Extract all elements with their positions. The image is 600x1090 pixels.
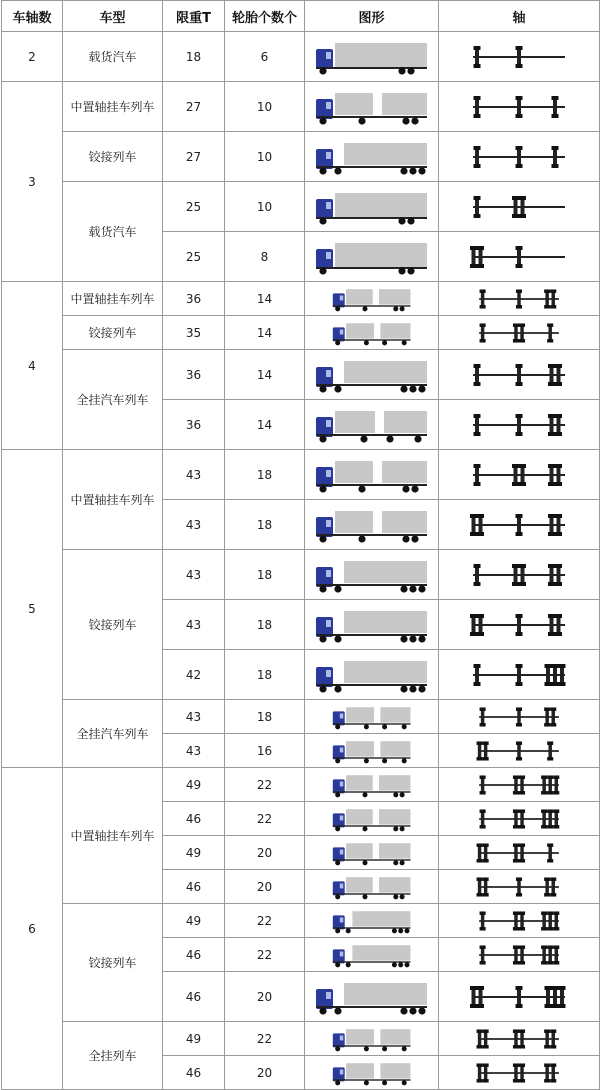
weight-limit-cell: 43 — [163, 700, 225, 734]
truck-cat-icon — [314, 771, 430, 799]
tire-count-cell: 22 — [225, 904, 305, 938]
truck-rigid-icon — [314, 37, 430, 77]
axle-diagram-cell — [439, 700, 600, 734]
vehicle-figure-cell — [305, 32, 439, 82]
axle-diagram-cell — [439, 836, 600, 870]
vehicle-figure-cell — [305, 316, 439, 350]
axle-diagram-cell — [439, 938, 600, 972]
vehicle-figure-cell — [305, 132, 439, 182]
weight-limit-cell: 49 — [163, 904, 225, 938]
table-row — [2, 350, 600, 400]
truck-cat-icon — [314, 505, 430, 545]
table-row — [2, 768, 600, 802]
weight-limit-cell: 46 — [163, 870, 225, 904]
axle-diagram-cell — [439, 734, 600, 768]
vehicle-figure-cell — [305, 802, 439, 836]
table-row — [2, 282, 600, 316]
axle-diagram-icon — [469, 610, 569, 640]
axle-diagram-cell — [439, 316, 600, 350]
table-row — [2, 32, 600, 82]
tire-count-cell: 18 — [225, 700, 305, 734]
axle-count-cell: 5 — [2, 450, 63, 768]
table-row — [2, 550, 600, 600]
axle-diagram-cell — [439, 768, 600, 802]
vehicle-figure-cell — [305, 700, 439, 734]
truck-rigid-icon — [314, 187, 430, 227]
vehicle-figure-cell — [305, 350, 439, 400]
vehicle-figure-cell — [305, 400, 439, 450]
weight-limit-cell: 25 — [163, 182, 225, 232]
truck-semi-icon — [314, 941, 430, 969]
truck-full-icon — [314, 405, 430, 445]
table-row — [2, 132, 600, 182]
vehicle-figure-cell — [305, 550, 439, 600]
tire-count-cell: 14 — [225, 350, 305, 400]
weight-limit-cell: 43 — [163, 550, 225, 600]
axle-diagram-cell — [439, 904, 600, 938]
vehicle-type-cell: 铰接列车 — [63, 132, 163, 182]
axle-diagram-icon — [469, 982, 569, 1012]
weight-limit-cell: 36 — [163, 282, 225, 316]
axle-diagram-icon — [469, 772, 569, 798]
tire-count-cell: 22 — [225, 768, 305, 802]
tire-count-cell: 6 — [225, 32, 305, 82]
truck-semi-icon — [314, 137, 430, 177]
axle-diagram-icon — [469, 410, 569, 440]
axle-limit-table — [1, 0, 600, 1090]
tire-count-cell: 16 — [225, 734, 305, 768]
axle-diagram-cell — [439, 802, 600, 836]
axle-diagram-cell — [439, 450, 600, 500]
table-row — [2, 82, 600, 132]
vehicle-type-cell: 中置轴挂车列车 — [63, 768, 163, 904]
axle-diagram-icon — [469, 460, 569, 490]
axle-diagram-icon — [469, 360, 569, 390]
weight-limit-cell: 43 — [163, 450, 225, 500]
vehicle-type-cell: 铰接列车 — [63, 316, 163, 350]
tire-count-cell: 22 — [225, 1022, 305, 1056]
weight-limit-cell: 46 — [163, 802, 225, 836]
axle-diagram-icon — [469, 286, 569, 312]
axle-count-cell: 2 — [2, 32, 63, 82]
tire-count-cell: 18 — [225, 500, 305, 550]
tire-count-cell: 10 — [225, 82, 305, 132]
truck-cat-icon — [314, 455, 430, 495]
tire-count-cell: 10 — [225, 182, 305, 232]
header-axle: 轴 — [439, 1, 600, 32]
axle-diagram-icon — [469, 92, 569, 122]
tire-count-cell: 10 — [225, 132, 305, 182]
axle-count-cell: 4 — [2, 282, 63, 450]
tire-count-cell: 20 — [225, 836, 305, 870]
weight-limit-cell: 35 — [163, 316, 225, 350]
axle-diagram-cell — [439, 650, 600, 700]
vehicle-figure-cell — [305, 836, 439, 870]
axle-diagram-cell — [439, 972, 600, 1022]
truck-cat-icon — [314, 285, 430, 313]
truck-rigid-icon — [314, 237, 430, 277]
truck-cat-icon — [314, 873, 430, 901]
axle-diagram-icon — [469, 42, 569, 72]
vehicle-type-cell: 中置轴挂车列车 — [63, 450, 163, 550]
axle-diagram-icon — [469, 660, 569, 690]
weight-limit-cell: 43 — [163, 734, 225, 768]
vehicle-type-cell: 中置轴挂车列车 — [63, 82, 163, 132]
axle-diagram-icon — [469, 840, 569, 866]
table-row — [2, 1022, 600, 1056]
vehicle-type-cell: 铰接列车 — [63, 904, 163, 1022]
axle-diagram-cell — [439, 232, 600, 282]
axle-diagram-icon — [469, 320, 569, 346]
tire-count-cell: 20 — [225, 870, 305, 904]
vehicle-type-cell: 中置轴挂车列车 — [63, 282, 163, 316]
axle-diagram-cell — [439, 400, 600, 450]
axle-count-cell: 3 — [2, 82, 63, 282]
axle-diagram-icon — [469, 1026, 569, 1052]
header-row — [2, 1, 600, 32]
tire-count-cell: 20 — [225, 1056, 305, 1090]
axle-diagram-cell — [439, 1022, 600, 1056]
truck-full-icon — [314, 1025, 430, 1053]
axle-count-cell: 6 — [2, 768, 63, 1090]
vehicle-type-cell: 铰接列车 — [63, 550, 163, 700]
truck-semi-icon — [314, 355, 430, 395]
truck-full-icon — [314, 737, 430, 765]
axle-diagram-icon — [469, 1060, 569, 1086]
axle-diagram-cell — [439, 182, 600, 232]
vehicle-figure-cell — [305, 768, 439, 802]
axle-diagram-cell — [439, 870, 600, 904]
header-vehicle-type: 车型 — [63, 1, 163, 32]
tire-count-cell: 18 — [225, 450, 305, 500]
weight-limit-cell: 18 — [163, 32, 225, 82]
vehicle-type-cell: 全挂汽车列车 — [63, 350, 163, 450]
truck-cat-icon — [314, 87, 430, 127]
weight-limit-cell: 25 — [163, 232, 225, 282]
header-weight-limit: 限重T — [163, 1, 225, 32]
vehicle-figure-cell — [305, 972, 439, 1022]
axle-diagram-icon — [469, 142, 569, 172]
table-row — [2, 700, 600, 734]
vehicle-figure-cell — [305, 734, 439, 768]
truck-semi-icon — [314, 655, 430, 695]
axle-diagram-icon — [469, 242, 569, 272]
weight-limit-cell: 27 — [163, 82, 225, 132]
axle-diagram-cell — [439, 132, 600, 182]
axle-diagram-cell — [439, 32, 600, 82]
vehicle-type-cell: 全挂列车 — [63, 1022, 163, 1090]
vehicle-figure-cell — [305, 1056, 439, 1090]
vehicle-figure-cell — [305, 1022, 439, 1056]
header-figure: 图形 — [305, 1, 439, 32]
tire-count-cell: 22 — [225, 802, 305, 836]
weight-limit-cell: 27 — [163, 132, 225, 182]
weight-limit-cell: 42 — [163, 650, 225, 700]
tire-count-cell: 18 — [225, 650, 305, 700]
vehicle-type-cell: 载货汽车 — [63, 182, 163, 282]
axle-diagram-cell — [439, 282, 600, 316]
vehicle-figure-cell — [305, 870, 439, 904]
truck-cat-icon — [314, 805, 430, 833]
vehicle-type-cell: 全挂汽车列车 — [63, 700, 163, 768]
vehicle-figure-cell — [305, 650, 439, 700]
weight-limit-cell: 46 — [163, 1056, 225, 1090]
tire-count-cell: 22 — [225, 938, 305, 972]
tire-count-cell: 18 — [225, 550, 305, 600]
tire-count-cell: 8 — [225, 232, 305, 282]
truck-full-icon — [314, 1059, 430, 1087]
axle-diagram-cell — [439, 500, 600, 550]
axle-diagram-cell — [439, 550, 600, 600]
axle-diagram-cell — [439, 82, 600, 132]
table-row — [2, 182, 600, 232]
truck-full-icon — [314, 319, 430, 347]
axle-diagram-icon — [469, 806, 569, 832]
axle-diagram-icon — [469, 874, 569, 900]
axle-diagram-icon — [469, 192, 569, 222]
weight-limit-cell: 49 — [163, 1022, 225, 1056]
axle-diagram-icon — [469, 704, 569, 730]
vehicle-figure-cell — [305, 500, 439, 550]
truck-semi-icon — [314, 555, 430, 595]
vehicle-type-cell: 载货汽车 — [63, 32, 163, 82]
table-row — [2, 450, 600, 500]
vehicle-figure-cell — [305, 904, 439, 938]
weight-limit-cell: 49 — [163, 768, 225, 802]
tire-count-cell: 14 — [225, 316, 305, 350]
tire-count-cell: 20 — [225, 972, 305, 1022]
vehicle-figure-cell — [305, 938, 439, 972]
table-row — [2, 904, 600, 938]
truck-semi-icon — [314, 907, 430, 935]
axle-diagram-icon — [469, 560, 569, 590]
header-axle-count: 车轴数 — [2, 1, 63, 32]
vehicle-figure-cell — [305, 182, 439, 232]
weight-limit-cell: 49 — [163, 836, 225, 870]
vehicle-figure-cell — [305, 450, 439, 500]
tire-count-cell: 14 — [225, 400, 305, 450]
axle-diagram-icon — [469, 942, 569, 968]
truck-full-icon — [314, 703, 430, 731]
truck-cat-icon — [314, 839, 430, 867]
weight-limit-cell: 43 — [163, 500, 225, 550]
weight-limit-cell: 43 — [163, 600, 225, 650]
truck-semi-icon — [314, 605, 430, 645]
axle-diagram-icon — [469, 738, 569, 764]
weight-limit-cell: 36 — [163, 400, 225, 450]
axle-diagram-icon — [469, 908, 569, 934]
axle-diagram-cell — [439, 350, 600, 400]
truck-semi-icon — [314, 977, 430, 1017]
tire-count-cell: 18 — [225, 600, 305, 650]
axle-diagram-cell — [439, 1056, 600, 1090]
vehicle-figure-cell — [305, 82, 439, 132]
vehicle-figure-cell — [305, 282, 439, 316]
tire-count-cell: 14 — [225, 282, 305, 316]
weight-limit-cell: 46 — [163, 938, 225, 972]
vehicle-figure-cell — [305, 600, 439, 650]
axle-diagram-icon — [469, 510, 569, 540]
vehicle-figure-cell — [305, 232, 439, 282]
axle-diagram-cell — [439, 600, 600, 650]
header-tire-count: 轮胎个数个 — [225, 1, 305, 32]
weight-limit-cell: 36 — [163, 350, 225, 400]
table-row — [2, 316, 600, 350]
weight-limit-cell: 46 — [163, 972, 225, 1022]
